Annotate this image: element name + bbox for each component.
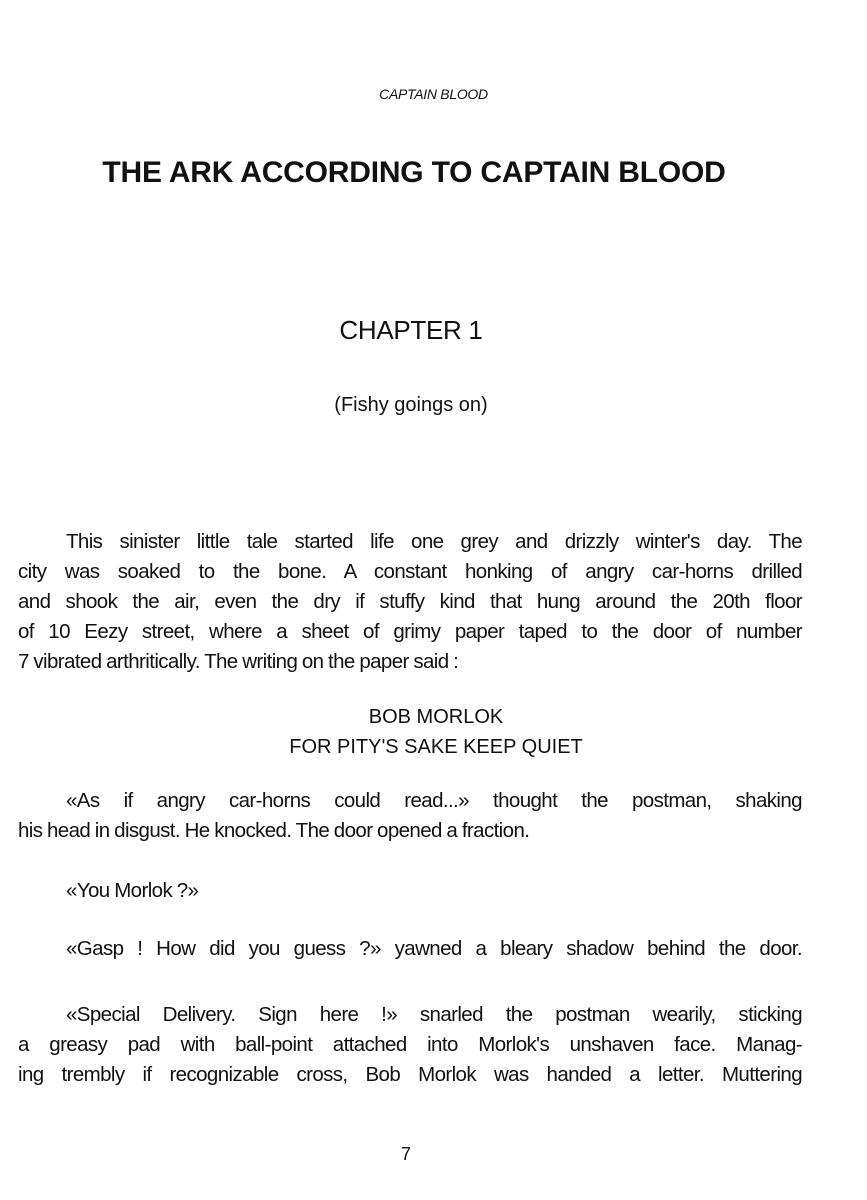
text-line: of 10 Eezy street, where a sheet of grimy paper taped to the door of number xyxy=(18,620,802,643)
text-line: city was soaked to the bone. A constant honking of angry car-horns drilled xyxy=(18,560,802,583)
paragraph-you-morlok xyxy=(18,876,802,906)
text-line: «Special Delivery. Sign here !» snarled the postman wearily, sticking xyxy=(66,1003,802,1026)
notice-line: FOR PITY'S SAKE KEEP QUIET xyxy=(289,736,583,758)
chapter-heading: CHAPTER 1 xyxy=(339,315,483,345)
paragraph-postman xyxy=(18,786,802,846)
paragraph-special-delivery xyxy=(18,1000,802,1090)
notice-line: BOB MORLOK xyxy=(368,706,504,728)
text-line: «You Morlok ?» xyxy=(66,879,199,902)
text-line: 7 vibrated arthritically. The writing on the paper said : xyxy=(18,650,459,673)
text-line: and shook the air, even the dry if stuffy kind that hung around the 20th floor xyxy=(18,590,802,613)
text-line: ing trembly if recognizable cross, Bob Morlok was handed a letter. Muttering xyxy=(18,1063,802,1086)
page-title: THE ARK ACCORDING TO CAPTAIN BLOOD xyxy=(102,156,726,189)
door-notice xyxy=(0,702,867,762)
paragraph-opening xyxy=(18,527,802,677)
text-line: «As if angry car-horns could read...» thought the postman, shaking xyxy=(66,789,802,812)
text-line: a greasy pad with ball-point attached into Morlok's unshaven face. Manag- xyxy=(18,1033,802,1056)
chapter-subtitle: (Fishy goings on) xyxy=(334,394,488,416)
text-line: «Gasp ! How did you guess ?» yawned a bleary shadow behind the door. xyxy=(66,937,802,960)
text-line: his head in disgust. He knocked. The door opened a fraction. xyxy=(18,819,530,842)
paragraph-gasp xyxy=(18,934,802,964)
page-number: 7 xyxy=(400,1144,411,1164)
running-header: CAPTAIN BLOOD xyxy=(379,86,488,102)
text-line: This sinister little tale started life one grey and drizzly winter's day. The xyxy=(66,530,802,553)
